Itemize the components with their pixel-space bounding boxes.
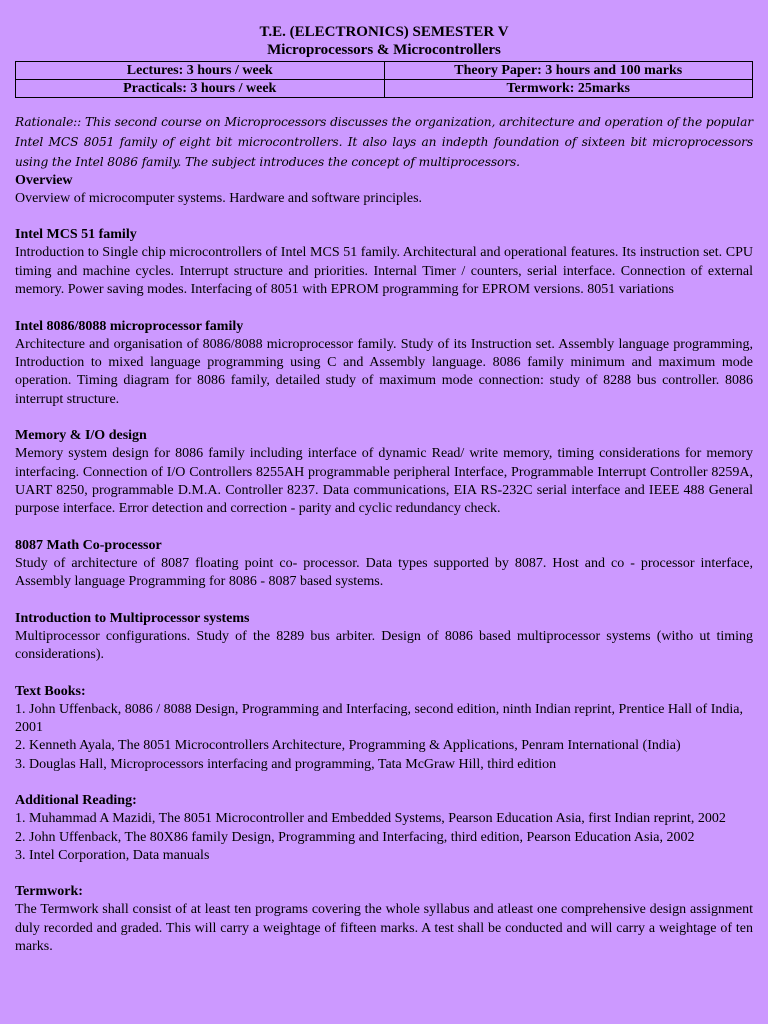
list-item: 2. John Uffenback, The 80X86 family Design, Programming and Interfacing, third edition, Pearson Education Asia, 2002 [15, 829, 695, 845]
section-heading-8087: 8087 Math Co-processor [15, 537, 162, 553]
termwork-body: The Termwork shall consist of at least ten programs covering the whole syllabus and atleast one comprehensive design assignment duly recorded and graded. This will carry a weightage of fifteen marks. A test shall be conducted and will carry a weightage of ten marks. [15, 902, 753, 955]
list-item: 1. John Uffenback, 8086 / 8088 Design, Programming and Interfacing, second edition, ninth Indian reprint, Prentice Hall of India, 2001 [15, 701, 743, 735]
additional-reading-heading: Additional Reading: [15, 793, 137, 809]
section-body-multiprocessor: Multiprocessor configurations. Study of the 8289 bus arbiter. Design of 8086 based multiprocessor systems (witho ut timing considerations). [15, 628, 753, 663]
course-subject-title: Microprocessors & Microcontrollers [267, 42, 501, 58]
section-heading-overview: Overview [15, 173, 73, 188]
section-heading-multiprocessor: Introduction to Multiprocessor systems [15, 610, 250, 626]
termwork-marks-cell: Termwork: 25marks [384, 80, 753, 98]
practicals-cell: Practicals: 3 hours / week [16, 80, 385, 98]
section-heading-8086: Intel 8086/8088 microprocessor family [15, 318, 244, 334]
section-body-overview: Overview of microcomputer systems. Hardware and software principles. [15, 191, 423, 206]
table-row [16, 62, 753, 80]
list-item: 3. Intel Corporation, Data manuals [15, 847, 210, 863]
text-books-heading: Text Books: [15, 683, 86, 699]
theory-paper-cell: Theory Paper: 3 hours and 100 marks [384, 62, 753, 80]
list-item: 2. Kenneth Ayala, The 8051 Microcontrollers Architecture, Programming & Applications, Penram International (India) [15, 738, 681, 754]
course-hours-table [15, 61, 753, 98]
section-body-mcs51: Introduction to Single chip microcontrollers of Intel MCS 51 family. Architectural and operational features. Its instruction set. CPU timing and machine cycles. Interrupt structure and priorities. Internal Timer / counters, serial interface. Connection of external memory. Power saving modes. Interfacing of 8051 with EPROM programming for EPROM versions. 8051 variations [15, 245, 753, 298]
section-body-memory-io: Memory system design for 8086 family including interface of dynamic Read/ write memory, timing considerations for memory interfacing. Connection of I/O Controllers 8255AH programmable peripheral Interface, Programmable Interrupt Controller 8259A, UART 8250, programmable D.M.A. Controller 8237. Data communications, EIA RS-232C serial interface and IEEE 488 General purpose interface. Error detection and correction - parity and cyclic redundancy check. [15, 446, 753, 517]
section-body-8087: Study of architecture of 8087 floating point co- processor. Data types supported by 8087. Host and co - processor interface, Assembly language Programming for 8086 - 8087 based systems. [15, 555, 753, 590]
section-heading-memory-io: Memory & I/O design [15, 428, 147, 444]
list-item: 1. Muhammad A Mazidi, The 8051 Microcontroller and Embedded Systems, Pearson Education Asia, first Indian reprint, 2002 [15, 811, 726, 827]
lectures-cell: Lectures: 3 hours / week [16, 62, 385, 80]
section-body-8086: Architecture and organisation of 8086/8088 microprocessor family. Study of its Instruction set. Assembly language programming, Introduction to mixed language programming using C and Assembly language. 8086 family minimum and maximum mode operation. Timing diagram for 8086 family, detailed study of maximum mode connection: study of 8288 bus controller. 8086 interrupt structure. [15, 336, 753, 407]
rationale-paragraph: Rationale:: This second course on Microprocessors discusses the organization, architecture and operation of the popular Intel MCS 8051 family of eight bit microcontrollers. It also lays an indepth foundation of sixteen bit microprocessors using the Intel 8086 family. The subject introduces the concept of multiprocessors. [15, 115, 753, 169]
section-heading-mcs51: Intel MCS 51 family [15, 227, 137, 243]
table-row [16, 80, 753, 98]
list-item: 3. Douglas Hall, Microprocessors interfacing and programming, Tata McGraw Hill, third edition [15, 756, 557, 772]
termwork-heading: Termwork: [15, 884, 83, 900]
course-semester-title: T.E. (ELECTRONICS) SEMESTER V [259, 24, 509, 40]
